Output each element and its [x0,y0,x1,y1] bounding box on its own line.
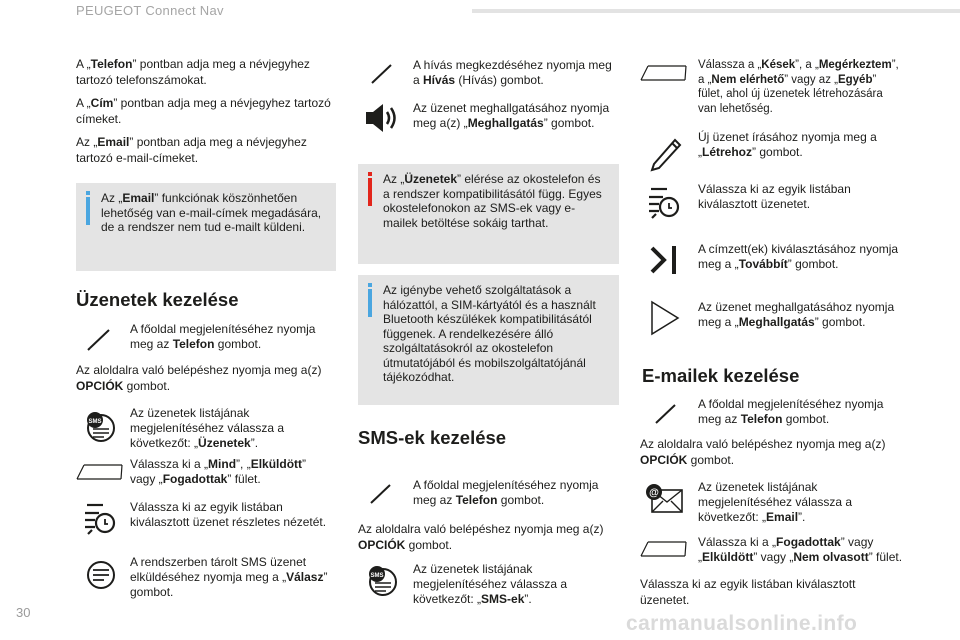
instruction-row: Válassza ki az egyik listában kiválasztott üzenet részletes nézetét. [76,496,338,542]
instruction-row: Válassza ki a „Fogadottak” vagy „Elküldött” vagy „Nem olvasott” fület. [640,534,902,568]
paragraph-address: A „Cím” pontban adja meg a névjegyhez tartozó címeket. [76,96,331,126]
list-details-icon [640,180,690,222]
instruction-row: Az üzenet meghallgatásához nyomja meg a(z) „Meghallgatás” gombot. [358,97,620,143]
paragraph-options: Az aloldalra való belépéshez nyomja meg a(z) OPCIÓK gombot. [640,437,886,467]
sms-icon [76,404,126,446]
header-bar [472,9,960,13]
instruction-row: Válassza a „Kések”, a „Megérkeztem”, a „Nem elérhető” vagy az „Egyéb” fület, ahol új üzenetek létrehozására van lehetőség. [640,56,902,116]
svg-text:SMS: SMS [370,573,384,579]
info-box-email [76,183,336,271]
instruction-row: Válassza ki a „Mind”, „Elküldött” vagy „Fogadottak” fület. [76,455,338,489]
instruction-row: A főoldal megjelenítéséhez nyomja meg az Telefon gombot. [358,476,620,512]
info-bar [368,289,372,317]
warning-box [358,164,619,264]
instruction-row: A főoldal megjelenítéséhez nyomja meg az Telefon gombot. [640,395,902,433]
header-title: PEUGEOT Connect Nav [76,3,224,18]
info-icon [86,191,90,195]
heading-sms: SMS-ek kezelése [358,427,507,448]
warning-icon [368,172,372,176]
pen-icon [358,476,408,518]
paragraph-select-message: Válassza ki az egyik listában kiválasztott üzenetet. [640,577,856,607]
info-bar [86,197,90,225]
instruction-row: Válassza ki az egyik listában kiválasztott üzenetet. [640,180,902,228]
pen-icon [640,395,690,437]
instruction-row: Új üzenet írásához nyomja meg a „Létrehoz” gombot. [640,128,902,174]
info-box-services [358,275,619,405]
instruction-row: @ Az üzenetek listájának megjelenítéséhez válassza a következőt: „Email”. [640,478,902,524]
create-pen-icon [640,128,690,170]
instruction-row: Az üzenet meghallgatásához nyomja meg a „Meghallgatás” gombot. [640,296,902,342]
sms-icon [358,560,408,602]
tab-icon [640,56,690,98]
instruction-row: A főoldal megjelenítéséhez nyomja meg az Telefon gombot. [76,320,338,358]
instruction-row: A rendszerben tárolt SMS üzenet elküldéséhez nyomja meg a „Válasz” gombot. [76,553,338,601]
list-details-icon [76,496,126,538]
info-text: Az „Email” funkciónak köszönhetően lehetőség van e-mail-címek megadására, de a rendszer nem tud e-mailt küldeni. [101,191,322,234]
reply-message-icon [76,553,126,595]
heading-emails: E-mailek kezelése [642,365,800,386]
info-icon [368,283,372,287]
email-icon [640,478,690,520]
tab-icon [76,455,126,497]
watermark: carmanualsonline.info [626,612,858,635]
info-text: Az igénybe vehető szolgáltatások a hálózattól, a SIM-kártyától és a használt Bluetooth készülékek kompatibilitásától függenek. A rendelkezésére álló szolgáltatásokról az okostelefon útmutatójából és mobilszolgáltatójánál tájékozódhat. [383,283,596,384]
heading-messages: Üzenetek kezelése [76,289,239,310]
svg-text:SMS: SMS [88,419,102,425]
warning-bar [368,178,372,206]
play-icon [640,296,690,338]
pen-icon [358,56,408,98]
pen-icon [76,320,126,362]
instruction-row: SMS Az üzenetek listájának megjelenítéséhez válassza a következőt: „Üzenetek”. [76,404,338,450]
tab-icon [640,534,690,576]
page-number: 30 [16,605,31,620]
warning-text: Az „Üzenetek” elérése az okostelefon és a rendszer kompatibilitásától függ. Egyes okostelefonokon az SMS-ek vagy e-mailek betöltése sokáig tarthat. [383,172,602,230]
paragraph-email: Az „Email” pontban adja meg a névjegyhez tartozó e-mail-címeket. [76,135,307,165]
page-header [0,0,960,22]
forward-icon [640,238,690,280]
paragraph-phone: A „Telefon” pontban adja meg a névjegyhez tartozó telefonszámokat. [76,57,310,87]
instruction-row: A hívás megkezdéséhez nyomja meg a Hívás (Hívás) gombot. [358,56,620,92]
paragraph-options: Az aloldalra való belépéshez nyomja meg a(z) OPCIÓK gombot. [358,522,604,552]
paragraph-options: Az aloldalra való belépéshez nyomja meg a(z) OPCIÓK gombot. [76,363,322,393]
svg-text:@: @ [649,487,659,499]
speaker-icon [358,97,408,139]
instruction-row: A címzett(ek) kiválasztásához nyomja meg a „Továbbít” gombot. [640,238,902,284]
instruction-row: SMS Az üzenetek listájának megjelenítéséhez válassza a következőt: „SMS-ek”. [358,560,620,606]
